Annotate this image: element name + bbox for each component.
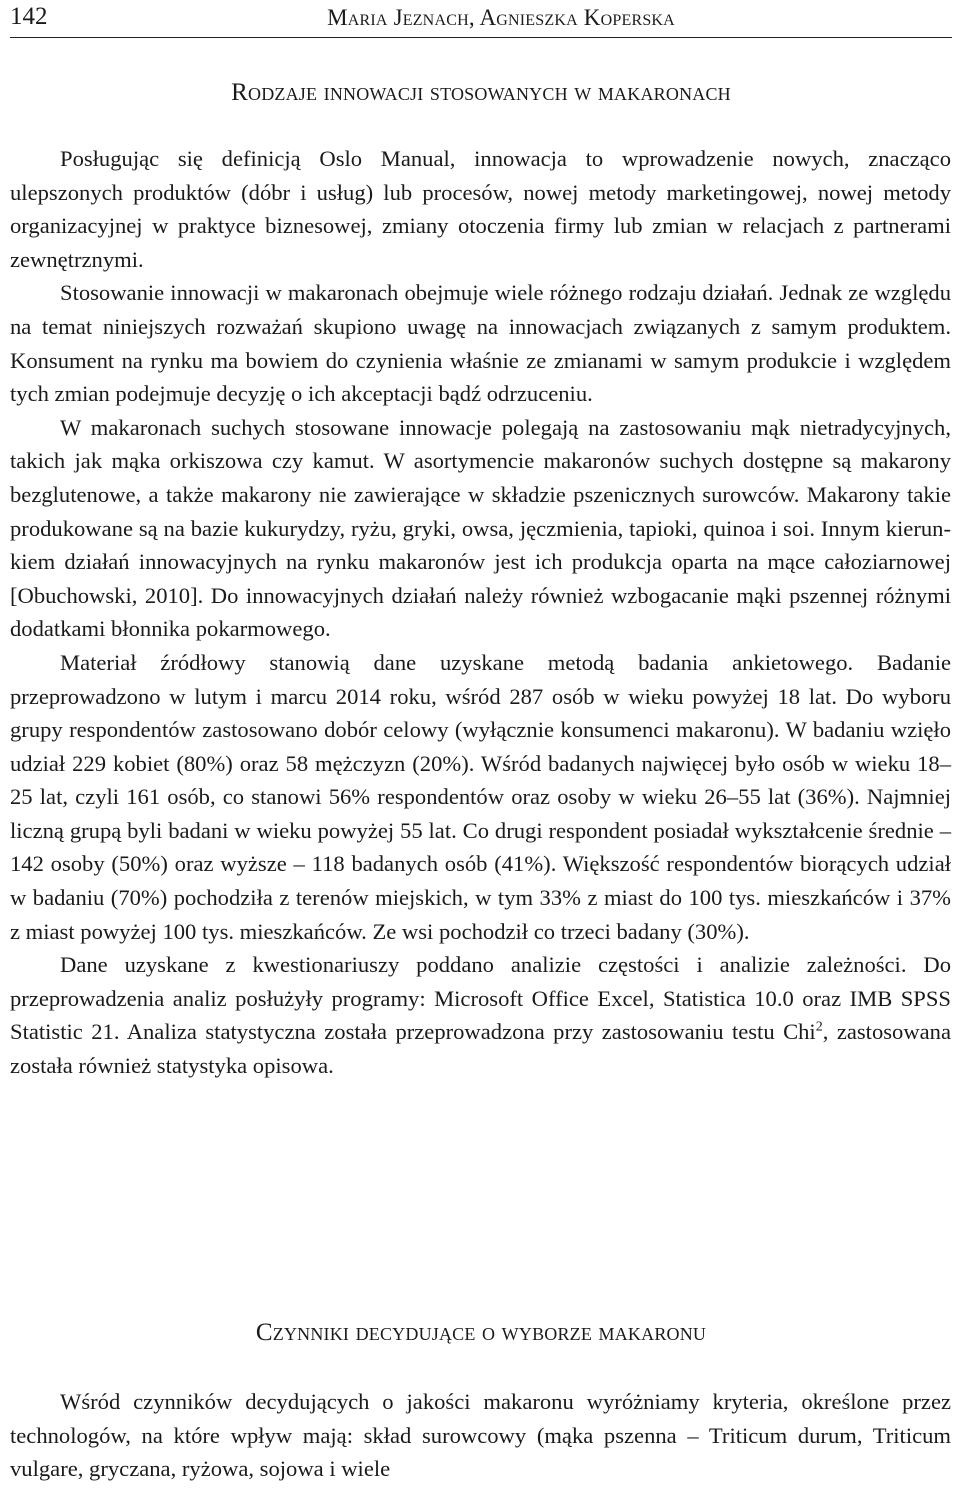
paragraph-oslo-definition: Posługując się definicją Oslo Manual, innowacja to wprowadzenie nowych, znacząco ulepszonych produktów (dóbr i usług) lub procesów, nowej metody marketingowej, nowej metody organizacyjnej w praktyce biznesowej, zmiany otoczenia firmy lub zmian w relacjach z partnerami zewnętrznymi. xyxy=(10,146,951,272)
section-body-factors xyxy=(10,1385,951,1486)
analysis-text-tail: , zastosowana została również statystyka opisowa. xyxy=(10,1019,951,1079)
paragraph-data-analysis xyxy=(10,948,951,1082)
section-heading-innovation-types: Rodzaje innowacji stosowanych w makaronach xyxy=(231,79,731,106)
running-head-authors: Maria Jeznach, Agnieszka Koperska xyxy=(327,5,675,30)
chi-square-superscript: 2 xyxy=(815,1019,823,1035)
paragraph-innovation-scope: Stosowanie innowacji w makaronach obejmuje wiele różnego rodzaju działań. Jednak ze względu na temat niniejszych rozważań skupiono uwagę na innowacjach związanych z samym produktem. Konsument na rynku ma bowiem do czynienia właśnie ze zmianami w samym produkcie i względem tych zmian podejmuje decyzję o ich akceptacji bądź odrzuceniu. xyxy=(10,280,951,407)
analysis-text: Dane uzyskane z kwestionariuszy poddano analizie częstości i analizie zależności. Do przeprowadzenia analiz posłużyły programy: Microsoft Office Excel, Statistica 10.0 oraz IMB SPSS Statistic 21. Analiza statystyczna została przeprowadzona przy zastosowaniu testu Chi xyxy=(10,952,951,1045)
paragraph-quality-criteria: Wśród czynników decydujących o jakości makaronu wyróżniamy kryteria, określone przez technologów, na które wpływ mają: skład surowcowy (mąka pszenna – Triticum durum, Triticum vulgare, gryczana, ryżowa, sojowa i wiele xyxy=(10,1389,951,1482)
paragraph-survey-method: Materiał źródłowy stanowią dane uzyskane metodą badania ankietowego. Badanie przeprowadzono w lutym i marcu 2014 roku, wśród 287 osób w wieku powyżej 18 lat. Do wyboru grupy respondentów zastosowano dobór celowy (wyłącznie konsumenci makaronu). W badaniu wzięło udział 229 kobiet (80%) oraz 58 mężczyzn (20%). Wśród badanych najwięcej było osób w wieku 18–25 lat, czyli 161 osób, co stanowi 56% respondentów oraz osoby w wieku 26–55 lat (36%). Najmniej liczną grupą byli badani w wieku powyżej 55 lat. Co drugi respondent posiadał wykształcenie średnie – 142 osoby (50%) oraz wyższe – 118 badanych osób (41%). Większość respondentów biorących udział w badaniu (70%) pochodziła z terenów miejskich, w tym 33% z miast do 100 tys. mieszkańców i 37% z miast powyżej 100 tys. mieszkańców. Ze wsi pochodził co trzeci badany (30%). xyxy=(10,649,951,944)
running-header xyxy=(10,0,952,38)
paragraph-dry-pasta: W makaronach suchych stosowane innowacje polegają na zastosowaniu mąk nietradycyjnych, takich jak mąka orkiszowa czy kamut. W asortymencie makaronów suchych dostępne są makarony bezglutenowe, a także makarony nie zawierające w składzie pszenicznych surowców. Makarony takie produkowane są na bazie kukurydzy, ryżu, gryki, owsa, jęczmienia, tapioki, quinoa i soi. Innym kierunkiem działań innowacyjnych na rynku makaronów jest ich produkcja oparta na mące całoziarnowej [Obuchowski, 2010]. Do innowacyjnych działań należy również wzbogacanie mąki pszennej różnymi dodatkami błonnika pokarmowego. xyxy=(10,414,951,642)
section-heading-pasta-choice-factors: Czynniki decydujące o wyborze makaronu xyxy=(255,1319,707,1346)
section-body-innovation xyxy=(10,142,951,1083)
page-number: 142 xyxy=(10,3,48,30)
